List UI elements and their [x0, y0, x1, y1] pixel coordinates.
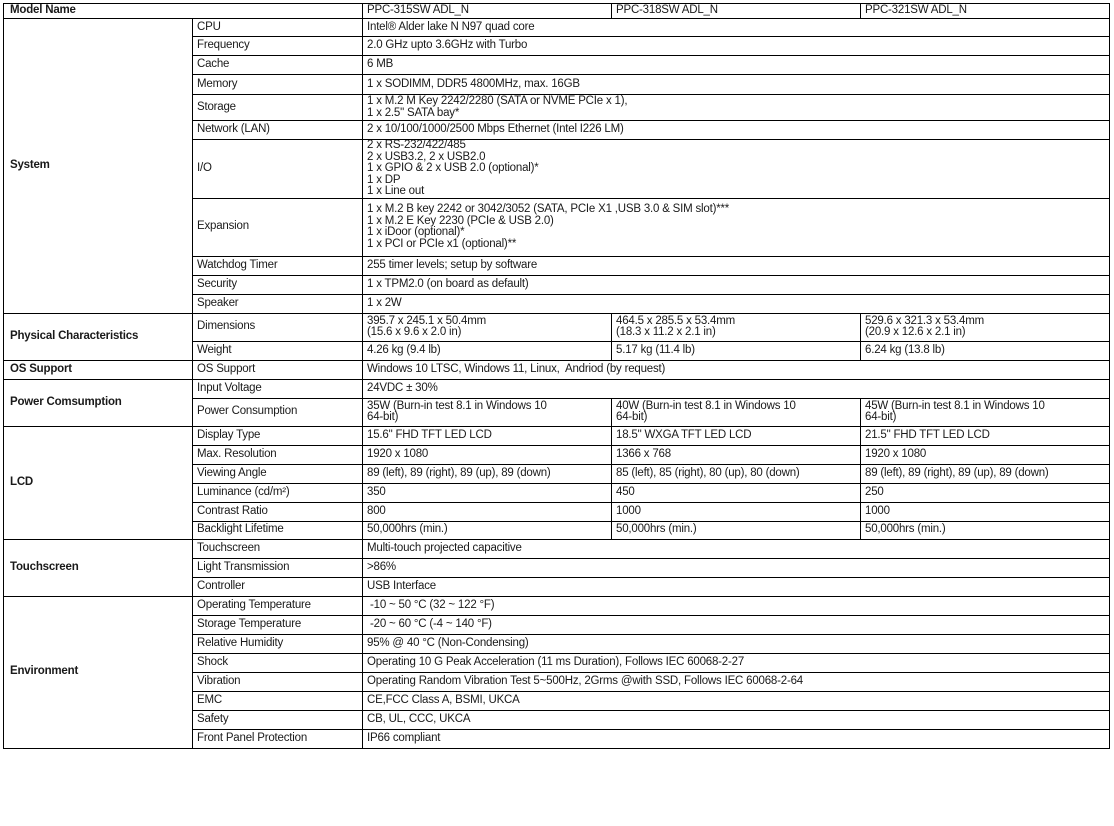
spec-value: 5.17 kg (11.4 lb): [612, 341, 861, 360]
spec-label: Luminance (cd/m²): [193, 483, 363, 502]
spec-value: -20 ~ 60 °C (-4 ~ 140 °F): [363, 615, 1110, 634]
spec-value: USB Interface: [363, 577, 1110, 596]
spec-value: 395.7 x 245.1 x 50.4mm (15.6 x 9.6 x 2.0 in): [363, 313, 612, 341]
spec-label: Network (LAN): [193, 121, 363, 140]
spec-value: 1 x TPM2.0 (on board as default): [363, 275, 1110, 294]
spec-value: 89 (left), 89 (right), 89 (up), 89 (down): [861, 464, 1110, 483]
model-column-header: PPC-321SW ADL_N: [861, 4, 1110, 19]
spec-value: Windows 10 LTSC, Windows 11, Linux, Andriod (by request): [363, 360, 1110, 379]
spec-label: Expansion: [193, 198, 363, 256]
spec-label: Memory: [193, 75, 363, 95]
spec-value: -10 ~ 50 °C (32 ~ 122 °F): [363, 596, 1110, 615]
spec-label: Vibration: [193, 672, 363, 691]
spec-value: 1920 x 1080: [363, 445, 612, 464]
spec-row: [4, 539, 1110, 558]
spec-value: 1 x M.2 M Key 2242/2280 (SATA or NVME PCIe x 1), 1 x 2.5" SATA bay*: [363, 95, 1110, 121]
spec-row: [4, 426, 1110, 445]
spec-value: 4.26 kg (9.4 lb): [363, 341, 612, 360]
spec-label: Safety: [193, 710, 363, 729]
spec-table: [3, 3, 1110, 749]
spec-value: CB, UL, CCC, UKCA: [363, 710, 1110, 729]
spec-value: 40W (Burn-in test 8.1 in Windows 10 64-bit): [612, 398, 861, 426]
spec-label: Storage: [193, 95, 363, 121]
spec-label: Front Panel Protection: [193, 729, 363, 748]
spec-value: 1000: [861, 502, 1110, 521]
spec-value: 35W (Burn-in test 8.1 in Windows 10 64-bit): [363, 398, 612, 426]
section-label-physical-characteristics: Physical Characteristics: [4, 313, 193, 360]
spec-label: Weight: [193, 341, 363, 360]
spec-value: 6 MB: [363, 56, 1110, 75]
spec-value: 464.5 x 285.5 x 53.4mm (18.3 x 11.2 x 2.1 in): [612, 313, 861, 341]
spec-value: 350: [363, 483, 612, 502]
spec-row: [4, 19, 1110, 37]
spec-value: 45W (Burn-in test 8.1 in Windows 10 64-bit): [861, 398, 1110, 426]
spec-label: Light Transmission: [193, 558, 363, 577]
spec-label: Power Consumption: [193, 398, 363, 426]
spec-label: Speaker: [193, 294, 363, 313]
spec-value: 24VDC ± 30%: [363, 379, 1110, 398]
section-label-environment: Environment: [4, 596, 193, 748]
spec-value: 85 (left), 85 (right), 80 (up), 80 (down): [612, 464, 861, 483]
section-label-system: System: [4, 19, 193, 314]
spec-label: Relative Humidity: [193, 634, 363, 653]
section-label-os-support: OS Support: [4, 360, 193, 379]
model-column-header: PPC-315SW ADL_N: [363, 4, 612, 19]
spec-value: 255 timer levels; setup by software: [363, 256, 1110, 275]
spec-label: Shock: [193, 653, 363, 672]
spec-label: Display Type: [193, 426, 363, 445]
spec-value: 89 (left), 89 (right), 89 (up), 89 (down): [363, 464, 612, 483]
spec-value: IP66 compliant: [363, 729, 1110, 748]
spec-value: 1000: [612, 502, 861, 521]
spec-label: Viewing Angle: [193, 464, 363, 483]
spec-value: 50,000hrs (min.): [612, 521, 861, 539]
spec-value: CE,FCC Class A, BSMI, UKCA: [363, 691, 1110, 710]
spec-value: 1366 x 768: [612, 445, 861, 464]
spec-label: OS Support: [193, 360, 363, 379]
spec-value: 250: [861, 483, 1110, 502]
spec-row: [4, 313, 1110, 341]
spec-value: 95% @ 40 °C (Non-Condensing): [363, 634, 1110, 653]
spec-row: [4, 360, 1110, 379]
spec-table-body: [4, 4, 1110, 749]
spec-label: Backlight Lifetime: [193, 521, 363, 539]
spec-label: Touchscreen: [193, 539, 363, 558]
spec-label: Cache: [193, 56, 363, 75]
spec-label: Watchdog Timer: [193, 256, 363, 275]
spec-value: 1 x M.2 B key 2242 or 3042/3052 (SATA, PCIe X1 ,USB 3.0 & SIM slot)*** 1 x M.2 E Key 2230 (PCIe & USB 2.0) 1 x iDoor (optional)* 1 x PCI or PCIe x1 (optional)**: [363, 198, 1110, 256]
spec-value: 1 x SODIMM, DDR5 4800MHz, max. 16GB: [363, 75, 1110, 95]
spec-label: Operating Temperature: [193, 596, 363, 615]
spec-value: 2.0 GHz upto 3.6GHz with Turbo: [363, 37, 1110, 56]
spec-label: Storage Temperature: [193, 615, 363, 634]
spec-value: 529.6 x 321.3 x 53.4mm (20.9 x 12.6 x 2.1 in): [861, 313, 1110, 341]
spec-value: 1920 x 1080: [861, 445, 1110, 464]
spec-value: 15.6" FHD TFT LED LCD: [363, 426, 612, 445]
section-label-touchscreen: Touchscreen: [4, 539, 193, 596]
spec-label: Input Voltage: [193, 379, 363, 398]
spec-label: Contrast Ratio: [193, 502, 363, 521]
spec-label: CPU: [193, 19, 363, 37]
spec-value: 2 x RS-232/422/485 2 x USB3.2, 2 x USB2.0 1 x GPIO & 2 x USB 2.0 (optional)* 1 x DP 1 x Line out: [363, 140, 1110, 199]
spec-value: Multi-touch projected capacitive: [363, 539, 1110, 558]
spec-row: [4, 596, 1110, 615]
spec-value: 50,000hrs (min.): [861, 521, 1110, 539]
spec-value: 50,000hrs (min.): [363, 521, 612, 539]
spec-label: Security: [193, 275, 363, 294]
spec-label: Controller: [193, 577, 363, 596]
spec-label: Max. Resolution: [193, 445, 363, 464]
header-row: [4, 4, 1110, 19]
spec-value: 2 x 10/100/1000/2500 Mbps Ethernet (Intel I226 LM): [363, 121, 1110, 140]
spec-value: 6.24 kg (13.8 lb): [861, 341, 1110, 360]
spec-label: Frequency: [193, 37, 363, 56]
spec-label: Dimensions: [193, 313, 363, 341]
model-name-label: Model Name: [4, 4, 363, 19]
section-label-lcd: LCD: [4, 426, 193, 539]
spec-value: 450: [612, 483, 861, 502]
spec-value: 800: [363, 502, 612, 521]
spec-value: Operating 10 G Peak Acceleration (11 ms Duration), Follows IEC 60068-2-27: [363, 653, 1110, 672]
spec-value: 18.5" WXGA TFT LED LCD: [612, 426, 861, 445]
spec-label: EMC: [193, 691, 363, 710]
spec-value: Operating Random Vibration Test 5~500Hz, 2Grms @with SSD, Follows IEC 60068-2-64: [363, 672, 1110, 691]
model-column-header: PPC-318SW ADL_N: [612, 4, 861, 19]
spec-row: [4, 379, 1110, 398]
spec-label: I/O: [193, 140, 363, 199]
spec-value: 21.5" FHD TFT LED LCD: [861, 426, 1110, 445]
section-label-power-comsumption: Power Comsumption: [4, 379, 193, 426]
spec-value: 1 x 2W: [363, 294, 1110, 313]
spec-value: Intel® Alder lake N N97 quad core: [363, 19, 1110, 37]
spec-value: >86%: [363, 558, 1110, 577]
